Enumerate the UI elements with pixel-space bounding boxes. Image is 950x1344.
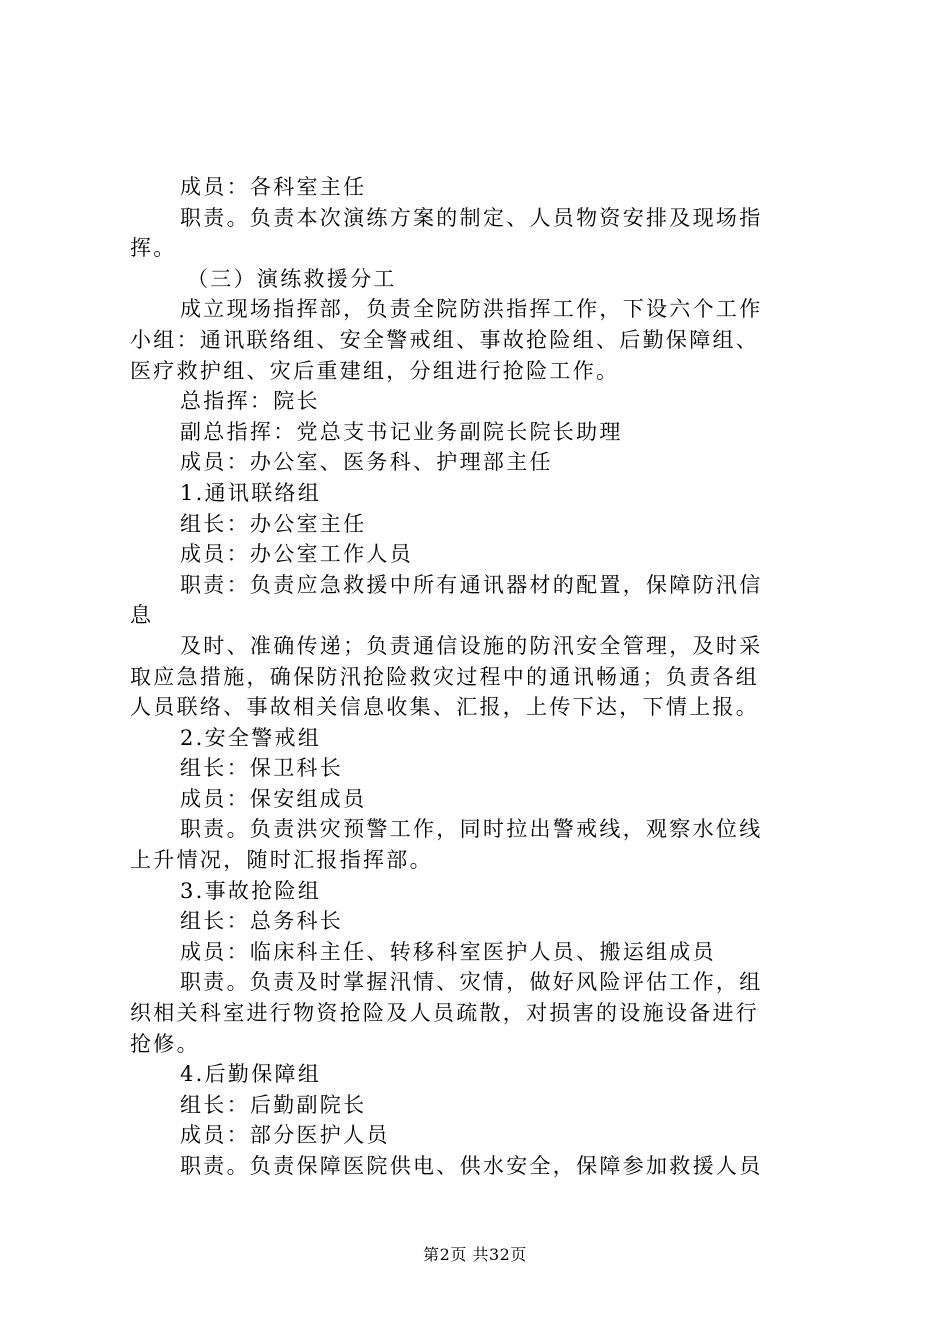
text-line: 息 xyxy=(130,603,154,628)
text-line: 3.事故抢险组 xyxy=(180,878,322,903)
text-line: 成员：保安组成员 xyxy=(180,786,367,811)
text-line: （三）演练救援分工 xyxy=(187,266,397,291)
text-line: 成员：临床科主任、转移科室医护人员、搬运组成员 xyxy=(180,939,716,964)
text-line: 职责。负责保障医院供电、供水安全，保障参加救援人员 xyxy=(180,1154,763,1178)
text-line: 成员：办公室、医务科、护理部主任 xyxy=(180,450,553,475)
text-line: 组长：保卫科长 xyxy=(180,756,344,781)
text-line: 组长：后勤副院长 xyxy=(180,1092,367,1117)
text-line: 职责：负责应急救援中所有通讯器材的配置，保障防汛信 xyxy=(180,572,763,597)
document-body xyxy=(130,172,832,1182)
text-line: 2.安全警戒组 xyxy=(180,725,322,750)
text-line: 4.后勤保障组 xyxy=(180,1062,322,1087)
text-line: 职责。负责洪灾预警工作，同时拉出警戒线，观察水位线 xyxy=(180,817,763,842)
text-line: 上升情况，随时汇报指挥部。 xyxy=(130,848,433,873)
text-line: 挥。 xyxy=(130,236,177,261)
text-line: 职责。负责本次演练方案的制定、人员物资安排及现场指 xyxy=(180,205,763,230)
text-line: 组长：办公室主任 xyxy=(180,511,367,536)
text-line: 组长：总务科长 xyxy=(180,909,344,934)
text-line: 小组：通讯联络组、安全警戒组、事故抢险组、后勤保障组、 xyxy=(130,327,760,352)
text-line: 取应急措施，确保防汛抢险救灾过程中的通讯畅通；负责各组 xyxy=(130,664,760,689)
page-footer: 第2页 共32页 xyxy=(423,1245,527,1264)
text-line: 医疗救护组、灾后重建组，分组进行抢险工作。 xyxy=(130,358,620,383)
text-line: 织相关科室进行物资抢险及人员疏散，对损害的设施设备进行 xyxy=(130,1001,760,1026)
text-line: 及时、准确传递；负责通信设施的防汛安全管理，及时采 xyxy=(180,633,763,658)
text-line: 成立现场指挥部，负责全院防洪指挥工作，下设六个工作 xyxy=(180,297,763,322)
text-line: 成员：部分医护人员 xyxy=(180,1123,390,1148)
text-line: 副总指挥：党总支书记业务副院长院长助理 xyxy=(180,419,623,444)
text-line: 人员联络、事故相关信息收集、汇报，上传下达，下情上报。 xyxy=(130,695,760,720)
text-line: 1.通讯联络组 xyxy=(180,480,322,505)
text-line: 总指挥：院长 xyxy=(180,389,320,414)
text-line: 成员：各科室主任 xyxy=(180,175,367,199)
text-line: 抢修。 xyxy=(130,1031,200,1056)
text-line: 职责。负责及时掌握汛情、灾情，做好风险评估工作，组 xyxy=(180,970,763,995)
text-line: 成员：办公室工作人员 xyxy=(180,542,413,567)
